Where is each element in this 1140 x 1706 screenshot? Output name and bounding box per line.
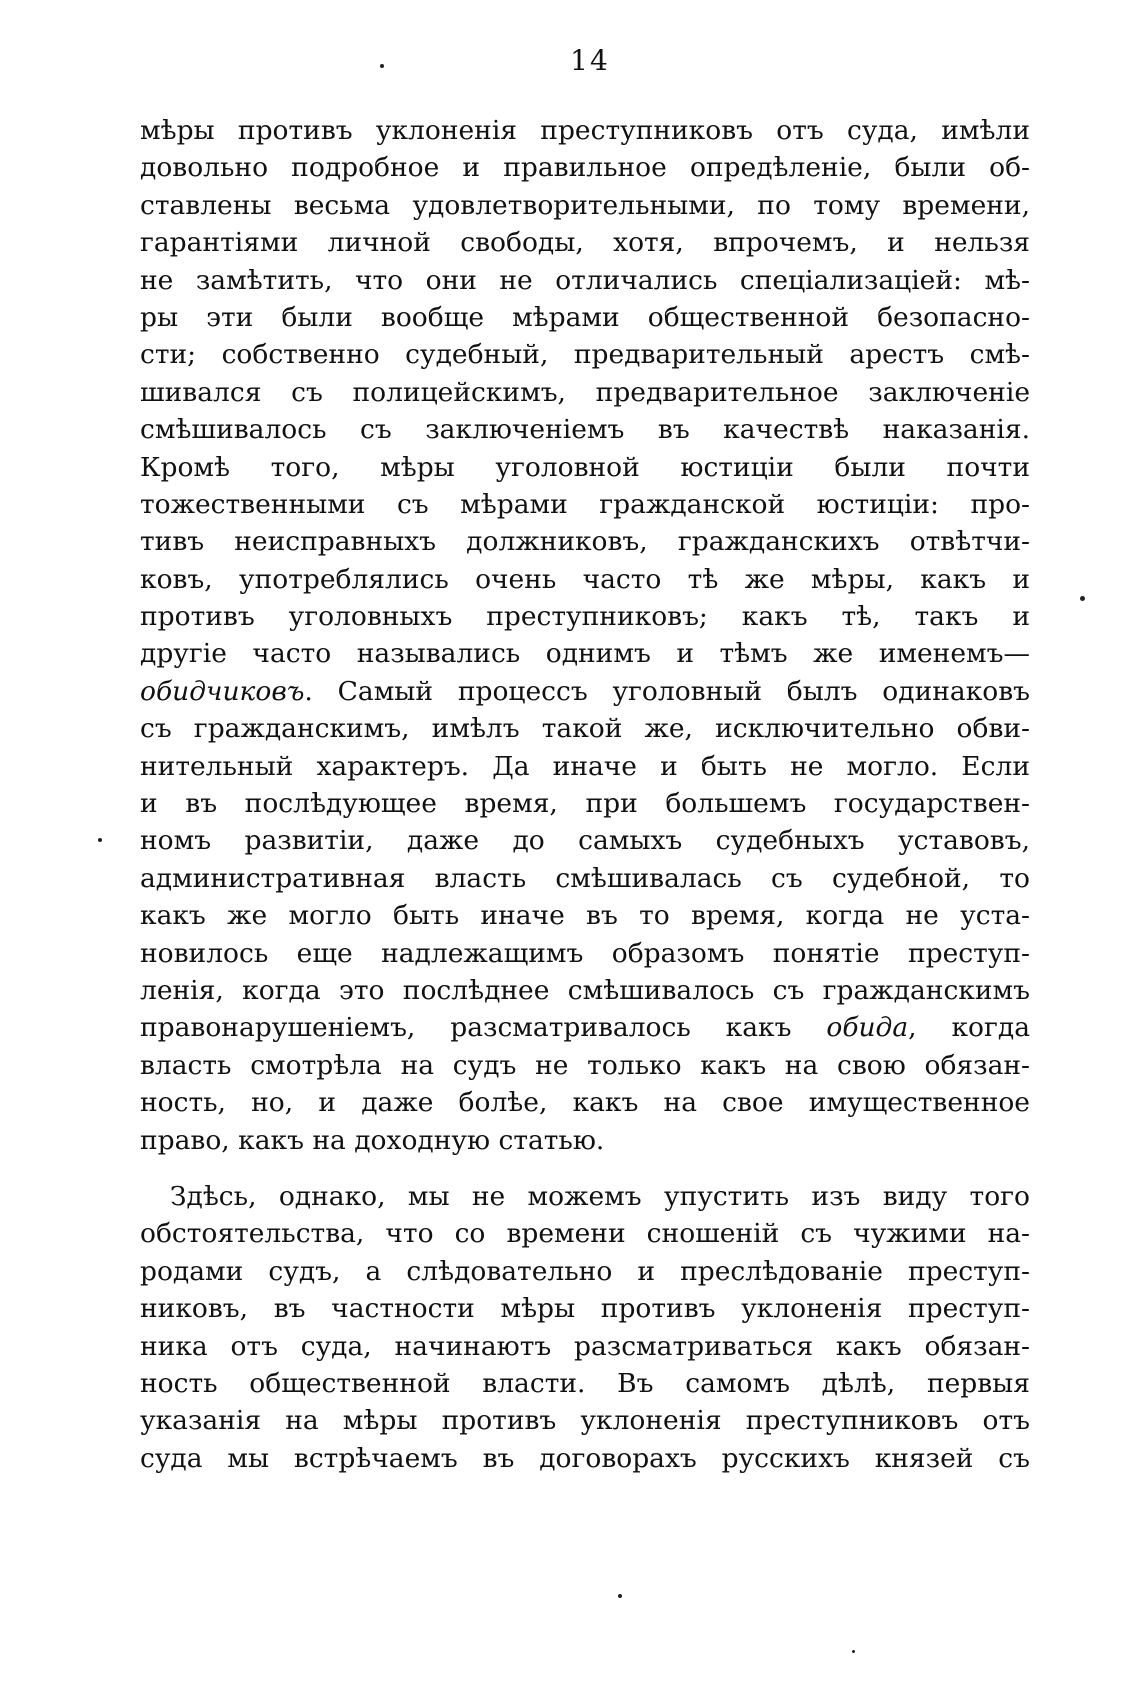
print-speck	[852, 1650, 855, 1653]
text-line: другіе часто назывались однимъ и тѣмъ же именемъ—	[140, 638, 1030, 670]
text-fragment: . Самый процессъ уголовный былъ одинаковъ	[304, 675, 1030, 707]
text-line: не замѣтить, что они не отличались спеціализаціей: мѣ-	[140, 264, 1030, 296]
text-line: ставлены весьма удовлетворительными, по тому времени,	[140, 189, 1030, 221]
text-line: ры эти были вообще мѣрами общественной безопасно-	[140, 301, 1030, 333]
text-line: какъ же могло быть иначе въ то время, когда не уста-	[140, 900, 1030, 932]
italic-term-obidchikov: обидчиковъ	[140, 675, 305, 707]
text-line: ника отъ суда, начинаютъ разсматриваться какъ обязан-	[140, 1330, 1030, 1362]
text-line: и въ послѣдующее время, при большемъ государствен-	[140, 788, 1030, 820]
text-line: шивался съ полицейскимъ, предварительное заключеніе	[140, 376, 1030, 408]
text-line: противъ уголовныхъ преступниковъ; какъ тѣ, такъ и	[140, 601, 1030, 633]
text-line: право, какъ на доходную статью.	[140, 1124, 605, 1156]
text-line: номъ развитіи, даже до самыхъ судебныхъ уставовъ,	[140, 825, 1030, 857]
print-speck	[618, 1594, 622, 1598]
text-line-with-italic	[140, 1009, 1030, 1046]
paragraph-1	[140, 112, 1030, 1159]
text-line: мѣры противъ уклоненія преступниковъ отъ суда, имѣли	[140, 115, 1030, 146]
text-fragment: , когда	[908, 1012, 1030, 1044]
text-line-with-italic	[140, 673, 1030, 710]
text-line: нительный характеръ. Да иначе и быть не могло. Если	[140, 750, 1030, 782]
paragraph-2	[140, 1178, 1030, 1477]
text-line: Здѣсь, однако, мы не можемъ упустить изъ виду того	[170, 1181, 1030, 1212]
text-line: тожественными съ мѣрами гражданской юстиціи: про-	[140, 488, 1030, 520]
text-fragment: правонарушеніемъ, разсматривалось какъ	[140, 1012, 827, 1044]
text-line: власть смотрѣла на судъ не только какъ на свою обязан-	[140, 1049, 1030, 1081]
text-line: указанія на мѣры противъ уклоненія преступниковъ отъ	[140, 1405, 1030, 1437]
text-line: сти; собственно судебный, предварительный арестъ смѣ-	[140, 339, 1030, 371]
text-line: никовъ, въ частности мѣры противъ уклоненія преступ-	[140, 1293, 1030, 1325]
text-line: довольно подробное и правильное опредѣленіе, были об-	[140, 152, 1030, 184]
text-line: Кромѣ того, мѣры уголовной юстиціи были почти	[140, 451, 1030, 483]
text-line: съ гражданскимъ, имѣлъ такой же, исключительно обви-	[140, 713, 1030, 745]
text-line: обстоятельства, что со времени сношеній съ чужими на-	[140, 1218, 1030, 1250]
print-speck	[380, 64, 384, 68]
print-speck	[98, 838, 102, 842]
text-line: гарантіями личной свободы, хотя, впрочемъ, и нельзя	[140, 227, 1030, 259]
text-line: административная власть смѣшивалась съ судебной, то	[140, 862, 1030, 894]
text-line: ковъ, употреблялись очень часто тѣ же мѣры, какъ и	[140, 563, 1030, 595]
text-line: ленія, когда это послѣднее смѣшивалось съ гражданскимъ	[140, 974, 1030, 1006]
text-line: ность общественной власти. Въ самомъ дѣлѣ, первыя	[140, 1367, 1030, 1399]
text-line: суда мы встрѣчаемъ въ договорахъ русскихъ князей съ	[140, 1442, 1030, 1474]
text-line: смѣшивалось съ заключеніемъ въ качествѣ наказанія.	[140, 414, 1030, 446]
text-line: новилось еще надлежащимъ образомъ понятіе преступ-	[140, 937, 1030, 969]
page-number: 14	[570, 44, 610, 77]
italic-term-obida: обида	[826, 1012, 909, 1044]
text-line: тивъ неисправныхъ должниковъ, гражданскихъ отвѣтчи-	[140, 526, 1030, 558]
text-line: родами судъ, а слѣдовательно и преслѣдованіе преступ-	[140, 1255, 1030, 1287]
print-speck	[1080, 596, 1085, 601]
text-line: ность, но, и даже болѣе, какъ на свое имущественное	[140, 1087, 1030, 1119]
